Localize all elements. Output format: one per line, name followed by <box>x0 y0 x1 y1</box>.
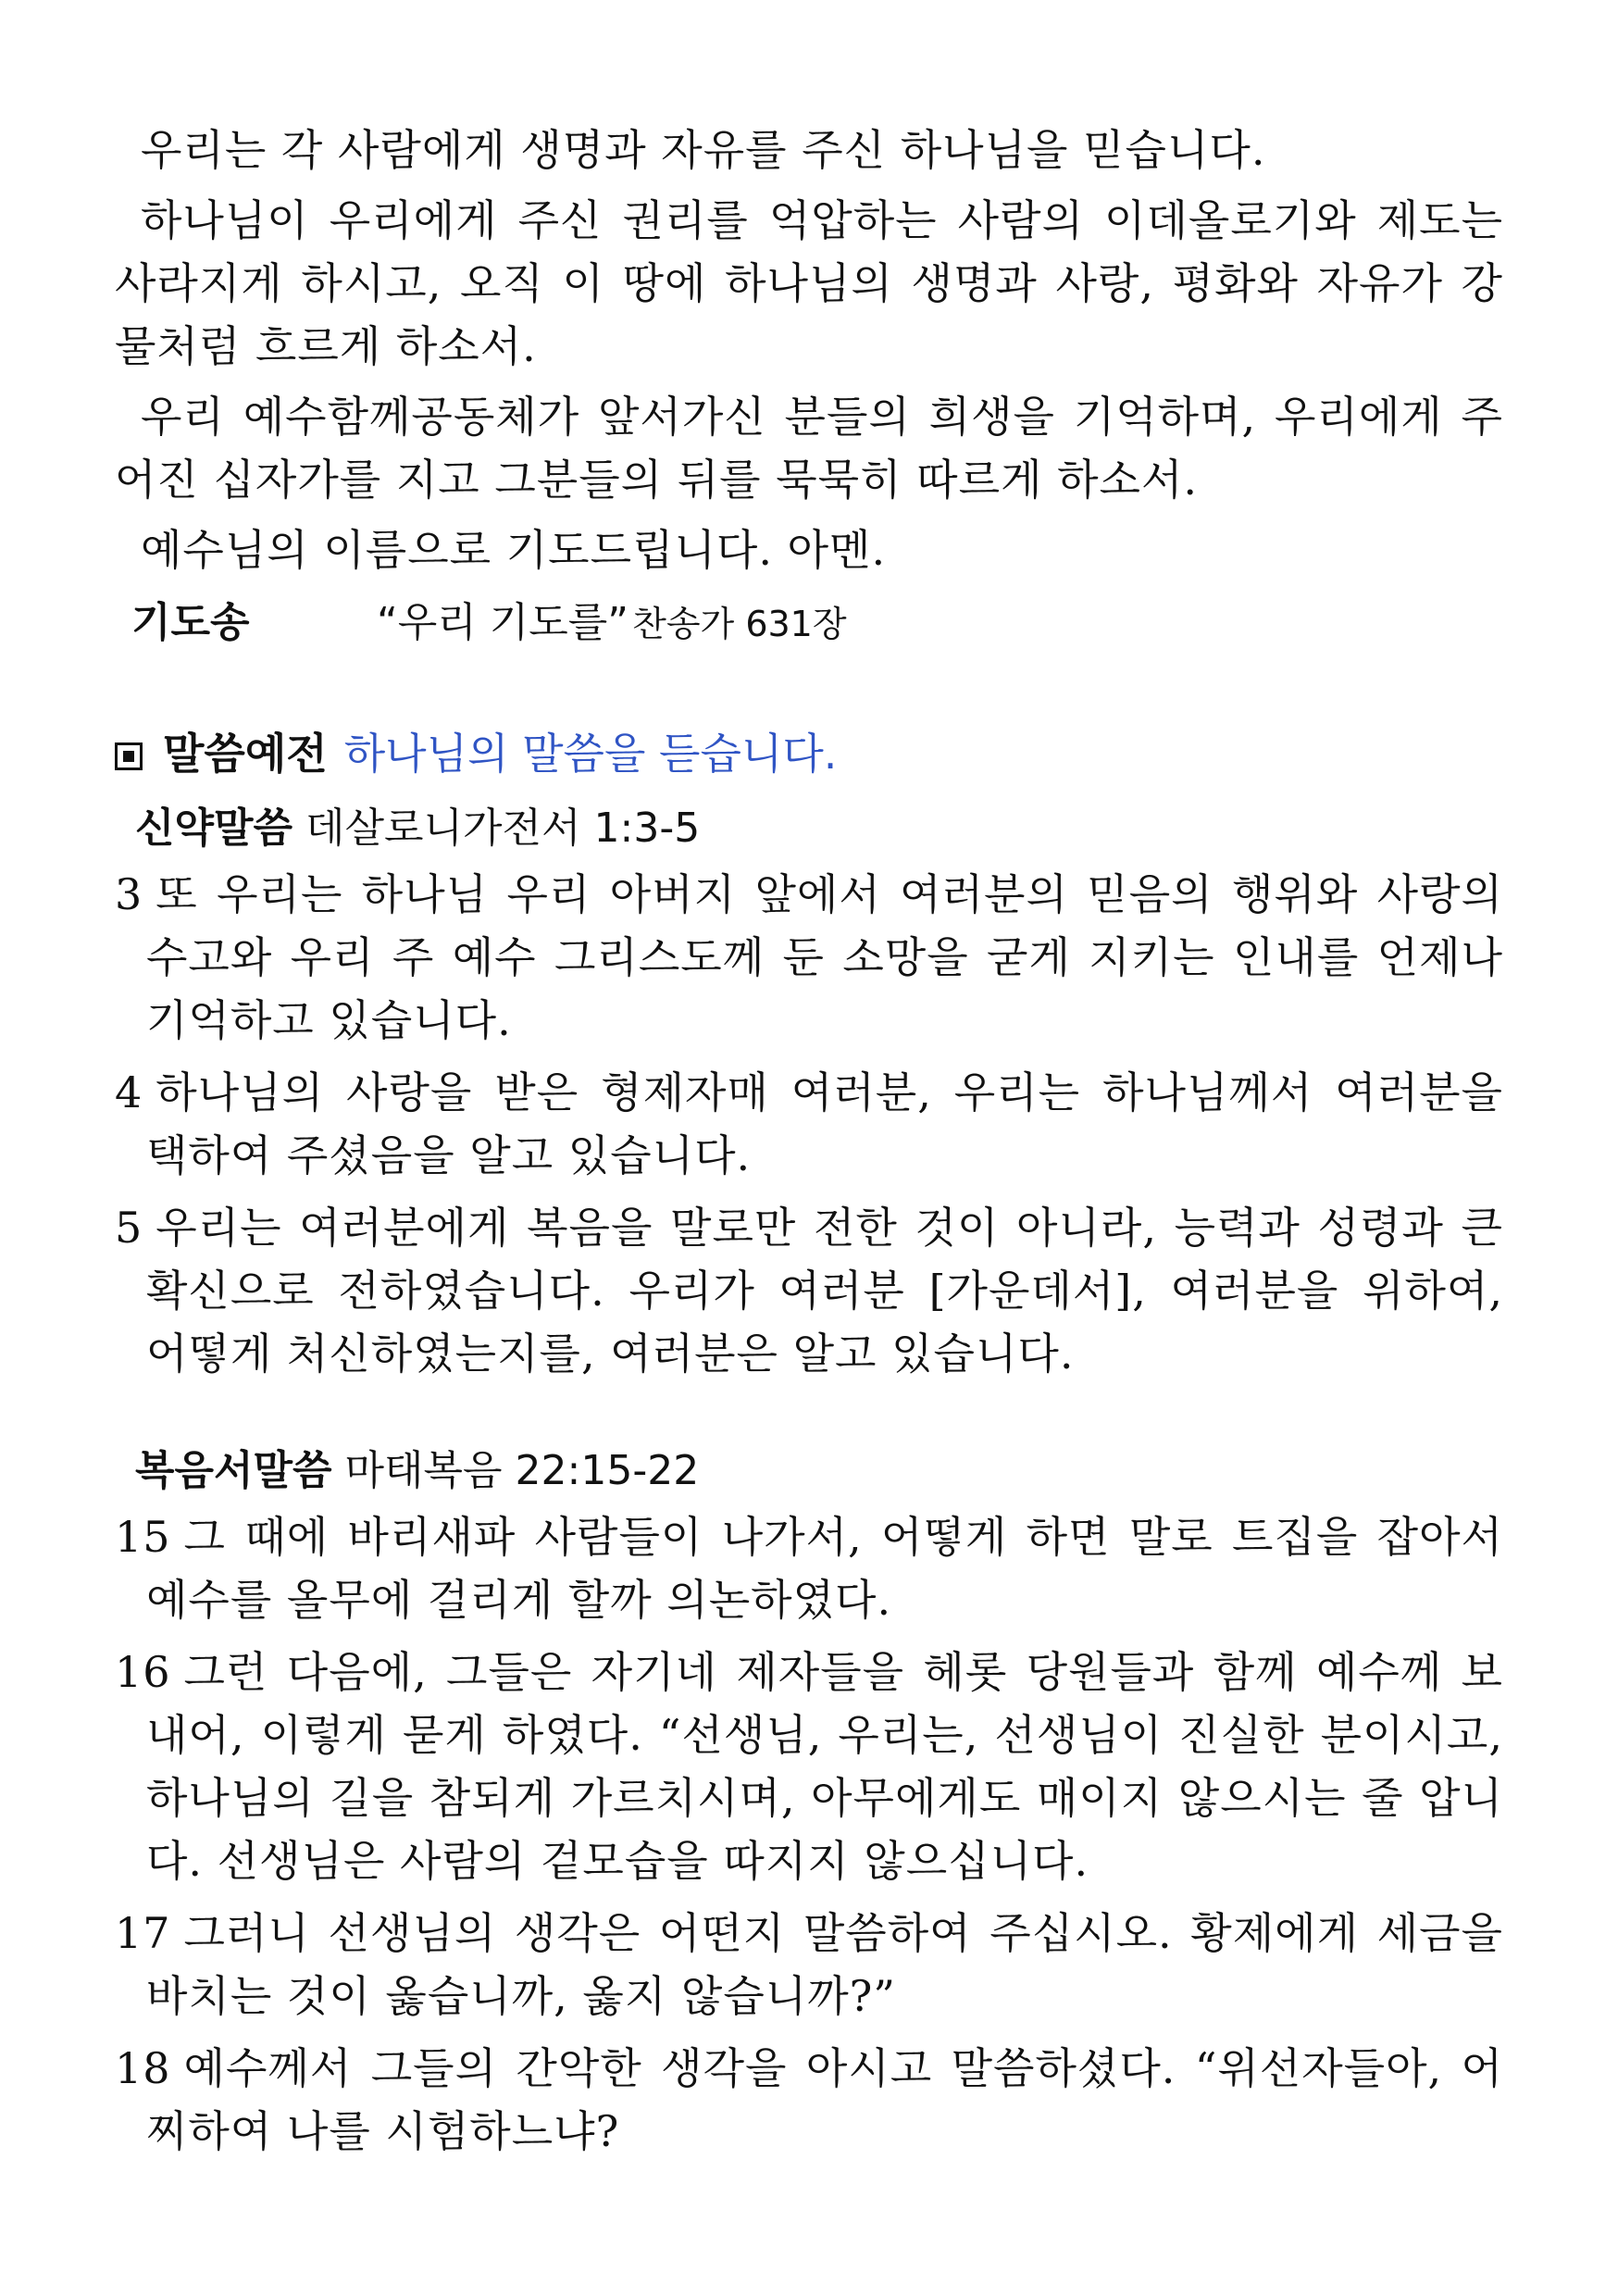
hymn-line <box>115 589 1503 648</box>
verse-number: 4 <box>115 1067 143 1117</box>
prayer-paragraph: 하나님이 우리에게 주신 권리를 억압하는 사람의 이데올로기와 제도는 사라지게 하시고, 오직 이 땅에 하나님의 생명과 사랑, 평화와 자유가 강물처럼 흐르게 하소서. <box>115 195 1503 371</box>
verse <box>115 1902 1503 2028</box>
verse-text: 또 우리는 하나님 우리 아버지 앞에서 여러분의 믿음의 행위와 사랑의 수고와 우리 주 예수 그리스도께 둔 소망을 굳게 지키는 인내를 언제나 기억하고 있습니다. <box>146 869 1503 1045</box>
prayer-paragraph: 예수님의 이름으로 기도드립니다. 아멘. <box>141 525 887 575</box>
verse <box>115 1505 1503 1631</box>
section-subtitle: 하나님의 말씀을 듣습니다. <box>343 729 838 779</box>
verse <box>115 1061 1503 1187</box>
document-page <box>115 119 1503 2172</box>
verse-number: 5 <box>115 1203 143 1253</box>
verse <box>115 2037 1503 2163</box>
verse-number: 15 <box>115 1512 171 1562</box>
epistle-reference: 데살로니가전서 1:3-5 <box>305 805 701 852</box>
verse-text: 그런 다음에, 그들은 자기네 제자들을 헤롯 당원들과 함께 예수께 보내어, 이렇게 묻게 하였다. “선생님, 우리는, 선생님이 진실한 분이시고, 하나님의 길을 참되게 가르치시며, 아무에게도 매이지 않으시는 줄 압니다. 선생님은 사람의 겉모습을 따지지 않으십니다. <box>146 1647 1503 1886</box>
epistle-label: 신약말씀 <box>135 805 293 852</box>
gospel-reference: 마태복음 22:15-22 <box>344 1447 700 1494</box>
gospel-heading <box>115 1437 1503 1496</box>
verse-text: 예수께서 그들의 간악한 생각을 아시고 말씀하셨다. “위선자들아, 어찌하여 나를 시험하느냐? <box>146 2043 1503 2156</box>
hymn-number: 찬송가 631장 <box>632 604 847 644</box>
verse <box>115 1641 1503 1892</box>
verse <box>115 863 1503 1052</box>
verse-text: 하나님의 사랑을 받은 형제자매 여러분, 우리는 하나님께서 여러분을 택하여 주셨음을 알고 있습니다. <box>146 1067 1503 1180</box>
prayer-paragraph: 우리는 각 사람에게 생명과 자유를 주신 하나님을 믿습니다. <box>141 125 1266 175</box>
verse-number: 18 <box>115 2043 171 2093</box>
section-heading <box>115 720 1503 781</box>
verse-number: 16 <box>115 1647 171 1697</box>
verse-text: 우리는 여러분에게 복음을 말로만 전한 것이 아니라, 능력과 성령과 큰 확신으로 전하였습니다. 우리가 여러분 [가운데서], 여러분을 위하여, 어떻게 처신하였는지를, 여러분은 알고 있습니다. <box>146 1203 1503 1379</box>
verse-number: 3 <box>115 869 143 919</box>
hymn-label: 기도송 <box>131 599 250 646</box>
prayer-paragraph: 우리 예수함께공동체가 앞서가신 분들의 희생을 기억하며, 우리에게 주어진 십자가를 지고 그분들의 뒤를 묵묵히 따르게 하소서. <box>115 392 1503 505</box>
hymn-title: “우리 기도를” <box>377 599 629 646</box>
square-bullet-icon <box>115 742 143 770</box>
gospel-verses <box>115 1505 1503 2163</box>
epistle-heading <box>115 794 1503 854</box>
prayer-text <box>115 119 1503 581</box>
verse-text: 그 때에 바리새파 사람들이 나가서, 어떻게 하면 말로 트집을 잡아서 예수를 올무에 걸리게 할까 의논하였다. <box>146 1512 1503 1625</box>
gospel-label: 복음서말씀 <box>135 1447 332 1494</box>
verse-number: 17 <box>115 1908 171 1958</box>
verse <box>115 1196 1503 1385</box>
verse-text: 그러니 선생님의 생각은 어떤지 말씀하여 주십시오. 황제에게 세금을 바치는 것이 옳습니까, 옳지 않습니까?” <box>146 1908 1503 2021</box>
epistle-verses <box>115 863 1503 1385</box>
section-name: 말씀예전 <box>163 729 328 779</box>
